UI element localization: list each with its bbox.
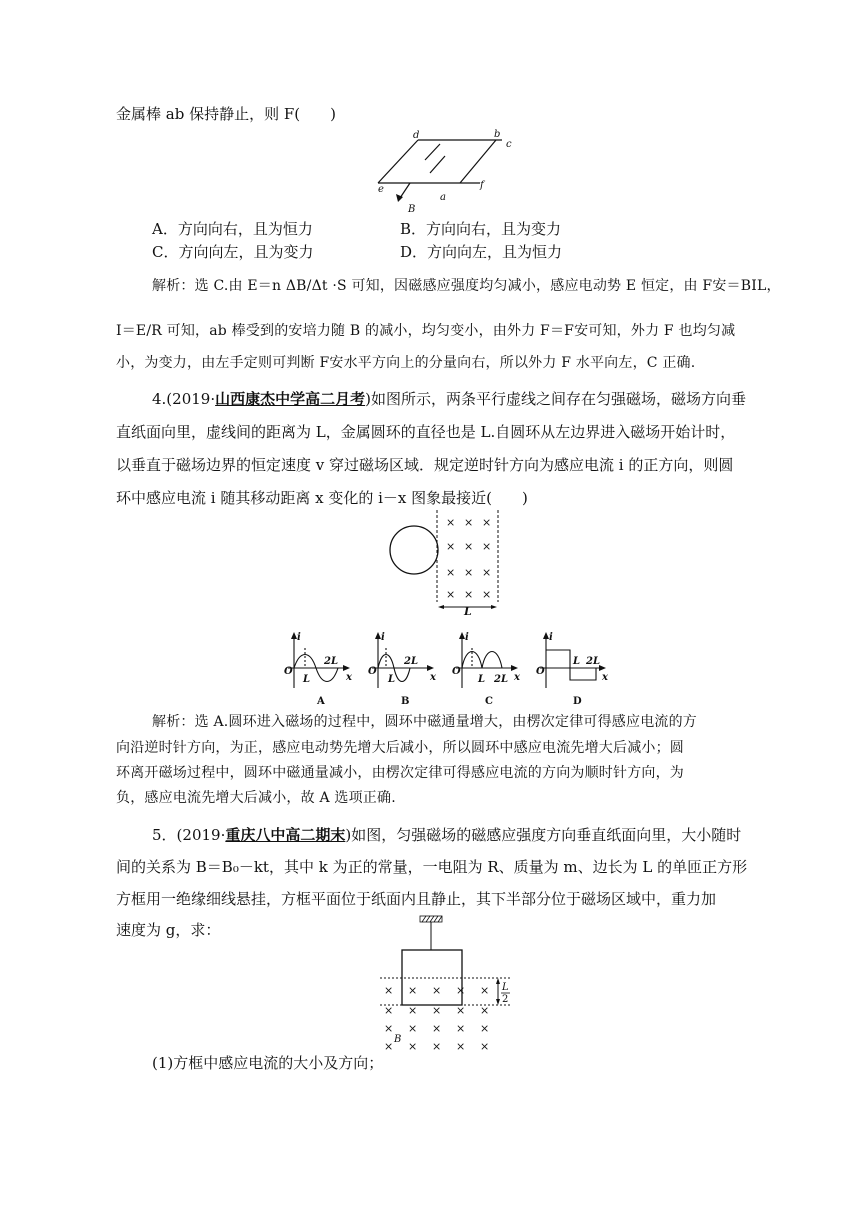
graph-a-L: L bbox=[303, 674, 311, 685]
field-cross-mark: × bbox=[446, 540, 456, 553]
graph-c-caption: C bbox=[485, 696, 493, 707]
field-cross-mark: × bbox=[456, 1040, 466, 1053]
q4-stem-line2: 直纸面向里，虚线间的距离为 L，金属圆环的直径也是 L.自圆环从左边界进入磁场开始计时， bbox=[116, 423, 736, 441]
q4-field-figure bbox=[384, 510, 514, 620]
graph-a-2L: 2L bbox=[324, 656, 338, 667]
q5-frame-figure bbox=[376, 914, 516, 1054]
field-cross-mark: × bbox=[432, 1040, 442, 1053]
graph-c-2L: 2L bbox=[494, 674, 508, 685]
q3-label-a: a bbox=[440, 192, 446, 203]
q3-option-b: B．方向向右，且为变力 bbox=[400, 220, 562, 238]
field-cross-mark: × bbox=[482, 566, 492, 579]
graph-d-caption: D bbox=[573, 696, 582, 707]
graph-b-axis-x: x bbox=[430, 672, 436, 683]
q4-option-graphs bbox=[280, 628, 620, 714]
field-cross-mark: × bbox=[384, 1022, 394, 1035]
q5-stem-line1 bbox=[152, 825, 741, 845]
graph-d-axis-x: x bbox=[602, 672, 608, 683]
q3-explanation-line2: I＝E/R 可知，ab 棒受到的安培力随 B 的减小，均匀变小，由外力 F＝F安可知，外力 F 也均匀减 bbox=[116, 323, 736, 339]
q5-stem-line2: 间的关系为 B＝B₀－kt，其中 k 为正的常量，一电阻为 R、质量为 m、边长为 L 的单匝正方形 bbox=[116, 858, 748, 876]
field-cross-mark: × bbox=[482, 516, 492, 529]
q3-option-a: A．方向向右，且为恒力 bbox=[152, 220, 313, 238]
field-cross-mark: × bbox=[408, 1040, 418, 1053]
field-cross-mark: × bbox=[480, 1040, 490, 1053]
q4-explanation-line1: 解析：选 A.圆环进入磁场的过程中，圆环中磁通量增大，由楞次定律可得感应电流的方 bbox=[152, 714, 698, 730]
graph-b-axis-i: i bbox=[381, 632, 385, 643]
graph-c-origin: O bbox=[452, 666, 461, 677]
field-cross-mark: × bbox=[408, 1022, 418, 1035]
q5-sub-question-1: (1)方框中感应电流的大小及方向； bbox=[152, 1054, 384, 1072]
graph-a-axis-i: i bbox=[297, 632, 301, 643]
field-cross-mark: × bbox=[446, 588, 456, 601]
graph-b-caption: B bbox=[401, 696, 410, 707]
q5-number: 5．(2019· bbox=[152, 826, 226, 844]
q3-label-b: b bbox=[494, 129, 501, 140]
q3-label-c: c bbox=[506, 139, 512, 150]
field-cross-mark: × bbox=[464, 566, 474, 579]
q3-label-f: f bbox=[480, 180, 484, 191]
graph-c-axis-i: i bbox=[465, 632, 469, 643]
q4-stem-suffix: )如图所示，两条平行虚线之间存在匀强磁场，磁场方向垂 bbox=[365, 390, 746, 408]
q4-explanation-line3: 环离开磁场过程中，圆环中磁通量减小，由楞次定律可得感应电流的方向为顺时针方向，为 bbox=[116, 765, 684, 781]
field-cross-mark: × bbox=[464, 540, 474, 553]
q4-stem-line4: 环中感应电流 i 随其移动距离 x 变化的 i－x 图象最接近( ) bbox=[116, 489, 528, 507]
q3-label-e: e bbox=[378, 184, 384, 195]
field-cross-mark: × bbox=[480, 1022, 490, 1035]
field-cross-mark: × bbox=[432, 1004, 442, 1017]
q5-label-L: L bbox=[502, 982, 509, 993]
q4-field-label-L: L bbox=[464, 605, 472, 618]
field-cross-mark: × bbox=[480, 984, 490, 997]
q5-label-B: B bbox=[394, 1034, 402, 1045]
field-cross-mark: × bbox=[446, 566, 456, 579]
q3-label-d: d bbox=[413, 130, 420, 141]
q3-rail-figure bbox=[370, 128, 520, 218]
graph-b-origin: O bbox=[368, 666, 377, 677]
q4-explanation-line4: 负，感应电流先增大后减小，故 A 选项正确. bbox=[116, 790, 396, 806]
q3-explanation-line1: 解析：选 C.由 E＝n ΔB/Δt ·S 可知，因磁感应强度均匀减小，感应电动势 E 恒定，由 F安＝BIL， bbox=[152, 278, 781, 294]
field-cross-mark: × bbox=[480, 1004, 490, 1017]
graph-a-caption: A bbox=[317, 696, 325, 707]
field-cross-mark: × bbox=[482, 540, 492, 553]
field-cross-mark: × bbox=[384, 984, 394, 997]
field-cross-mark: × bbox=[432, 984, 442, 997]
field-cross-mark: × bbox=[464, 516, 474, 529]
q4-explanation-line2: 向沿逆时针方向，为正，感应电动势先增大后减小，所以圆环中感应电流先增大后减小；圆 bbox=[116, 740, 684, 756]
q5-stem-suffix: )如图，匀强磁场的磁感应强度方向垂直纸面向里，大小随时 bbox=[345, 826, 742, 844]
q3-explanation-line3: 小，为变力，由左手定则可判断 F安水平方向上的分量向右，所以外力 F 水平向左，C 正确. bbox=[116, 355, 696, 371]
q4-stem-line3: 以垂直于磁场边界的恒定速度 v 穿过磁场区域．规定逆时针方向为感应电流 i 的正方向，则圆 bbox=[116, 456, 734, 474]
graph-a-axis-x: x bbox=[346, 672, 352, 683]
field-cross-mark: × bbox=[432, 1022, 442, 1035]
q3-option-d: D．方向向左，且为恒力 bbox=[400, 243, 563, 261]
q4-stem-line1 bbox=[152, 389, 746, 409]
q3-option-c: C．方向向左，且为变力 bbox=[152, 243, 314, 261]
field-cross-mark: × bbox=[456, 1022, 466, 1035]
graph-d-L: L bbox=[573, 656, 581, 667]
q5-stem-line3: 方框用一绝缘细线悬挂，方框平面位于纸面内且静止，其下半部分位于磁场区域中，重力加 bbox=[116, 890, 717, 908]
field-cross-mark: × bbox=[446, 516, 456, 529]
field-cross-mark: × bbox=[456, 1004, 466, 1017]
field-cross-mark: × bbox=[482, 588, 492, 601]
q3-label-B: B bbox=[408, 204, 416, 215]
q4-number: 4.(2019· bbox=[152, 390, 216, 408]
field-cross-mark: × bbox=[408, 984, 418, 997]
graph-d-axis-i: i bbox=[549, 632, 553, 643]
q4-school: 山西康杰中学高二月考 bbox=[215, 390, 366, 408]
field-cross-mark: × bbox=[464, 588, 474, 601]
graph-d-origin: O bbox=[536, 666, 545, 677]
graph-b-L: L bbox=[388, 674, 396, 685]
field-cross-mark: × bbox=[456, 984, 466, 997]
q5-label-2: 2 bbox=[502, 994, 509, 1005]
q5-stem-line4: 速度为 g，求： bbox=[116, 921, 221, 939]
graph-d-2L: 2L bbox=[586, 656, 600, 667]
field-cross-mark: × bbox=[384, 1004, 394, 1017]
graph-b-2L: 2L bbox=[404, 656, 418, 667]
field-cross-mark: × bbox=[384, 1040, 394, 1053]
q5-school: 重庆八中高二期末 bbox=[225, 826, 346, 844]
graph-a-origin: O bbox=[284, 666, 293, 677]
graph-c-L: L bbox=[478, 674, 486, 685]
field-cross-mark: × bbox=[408, 1004, 418, 1017]
q3-stem-tail: 金属棒 ab 保持静止，则 F( ) bbox=[116, 105, 336, 123]
graph-c-axis-x: x bbox=[514, 672, 520, 683]
